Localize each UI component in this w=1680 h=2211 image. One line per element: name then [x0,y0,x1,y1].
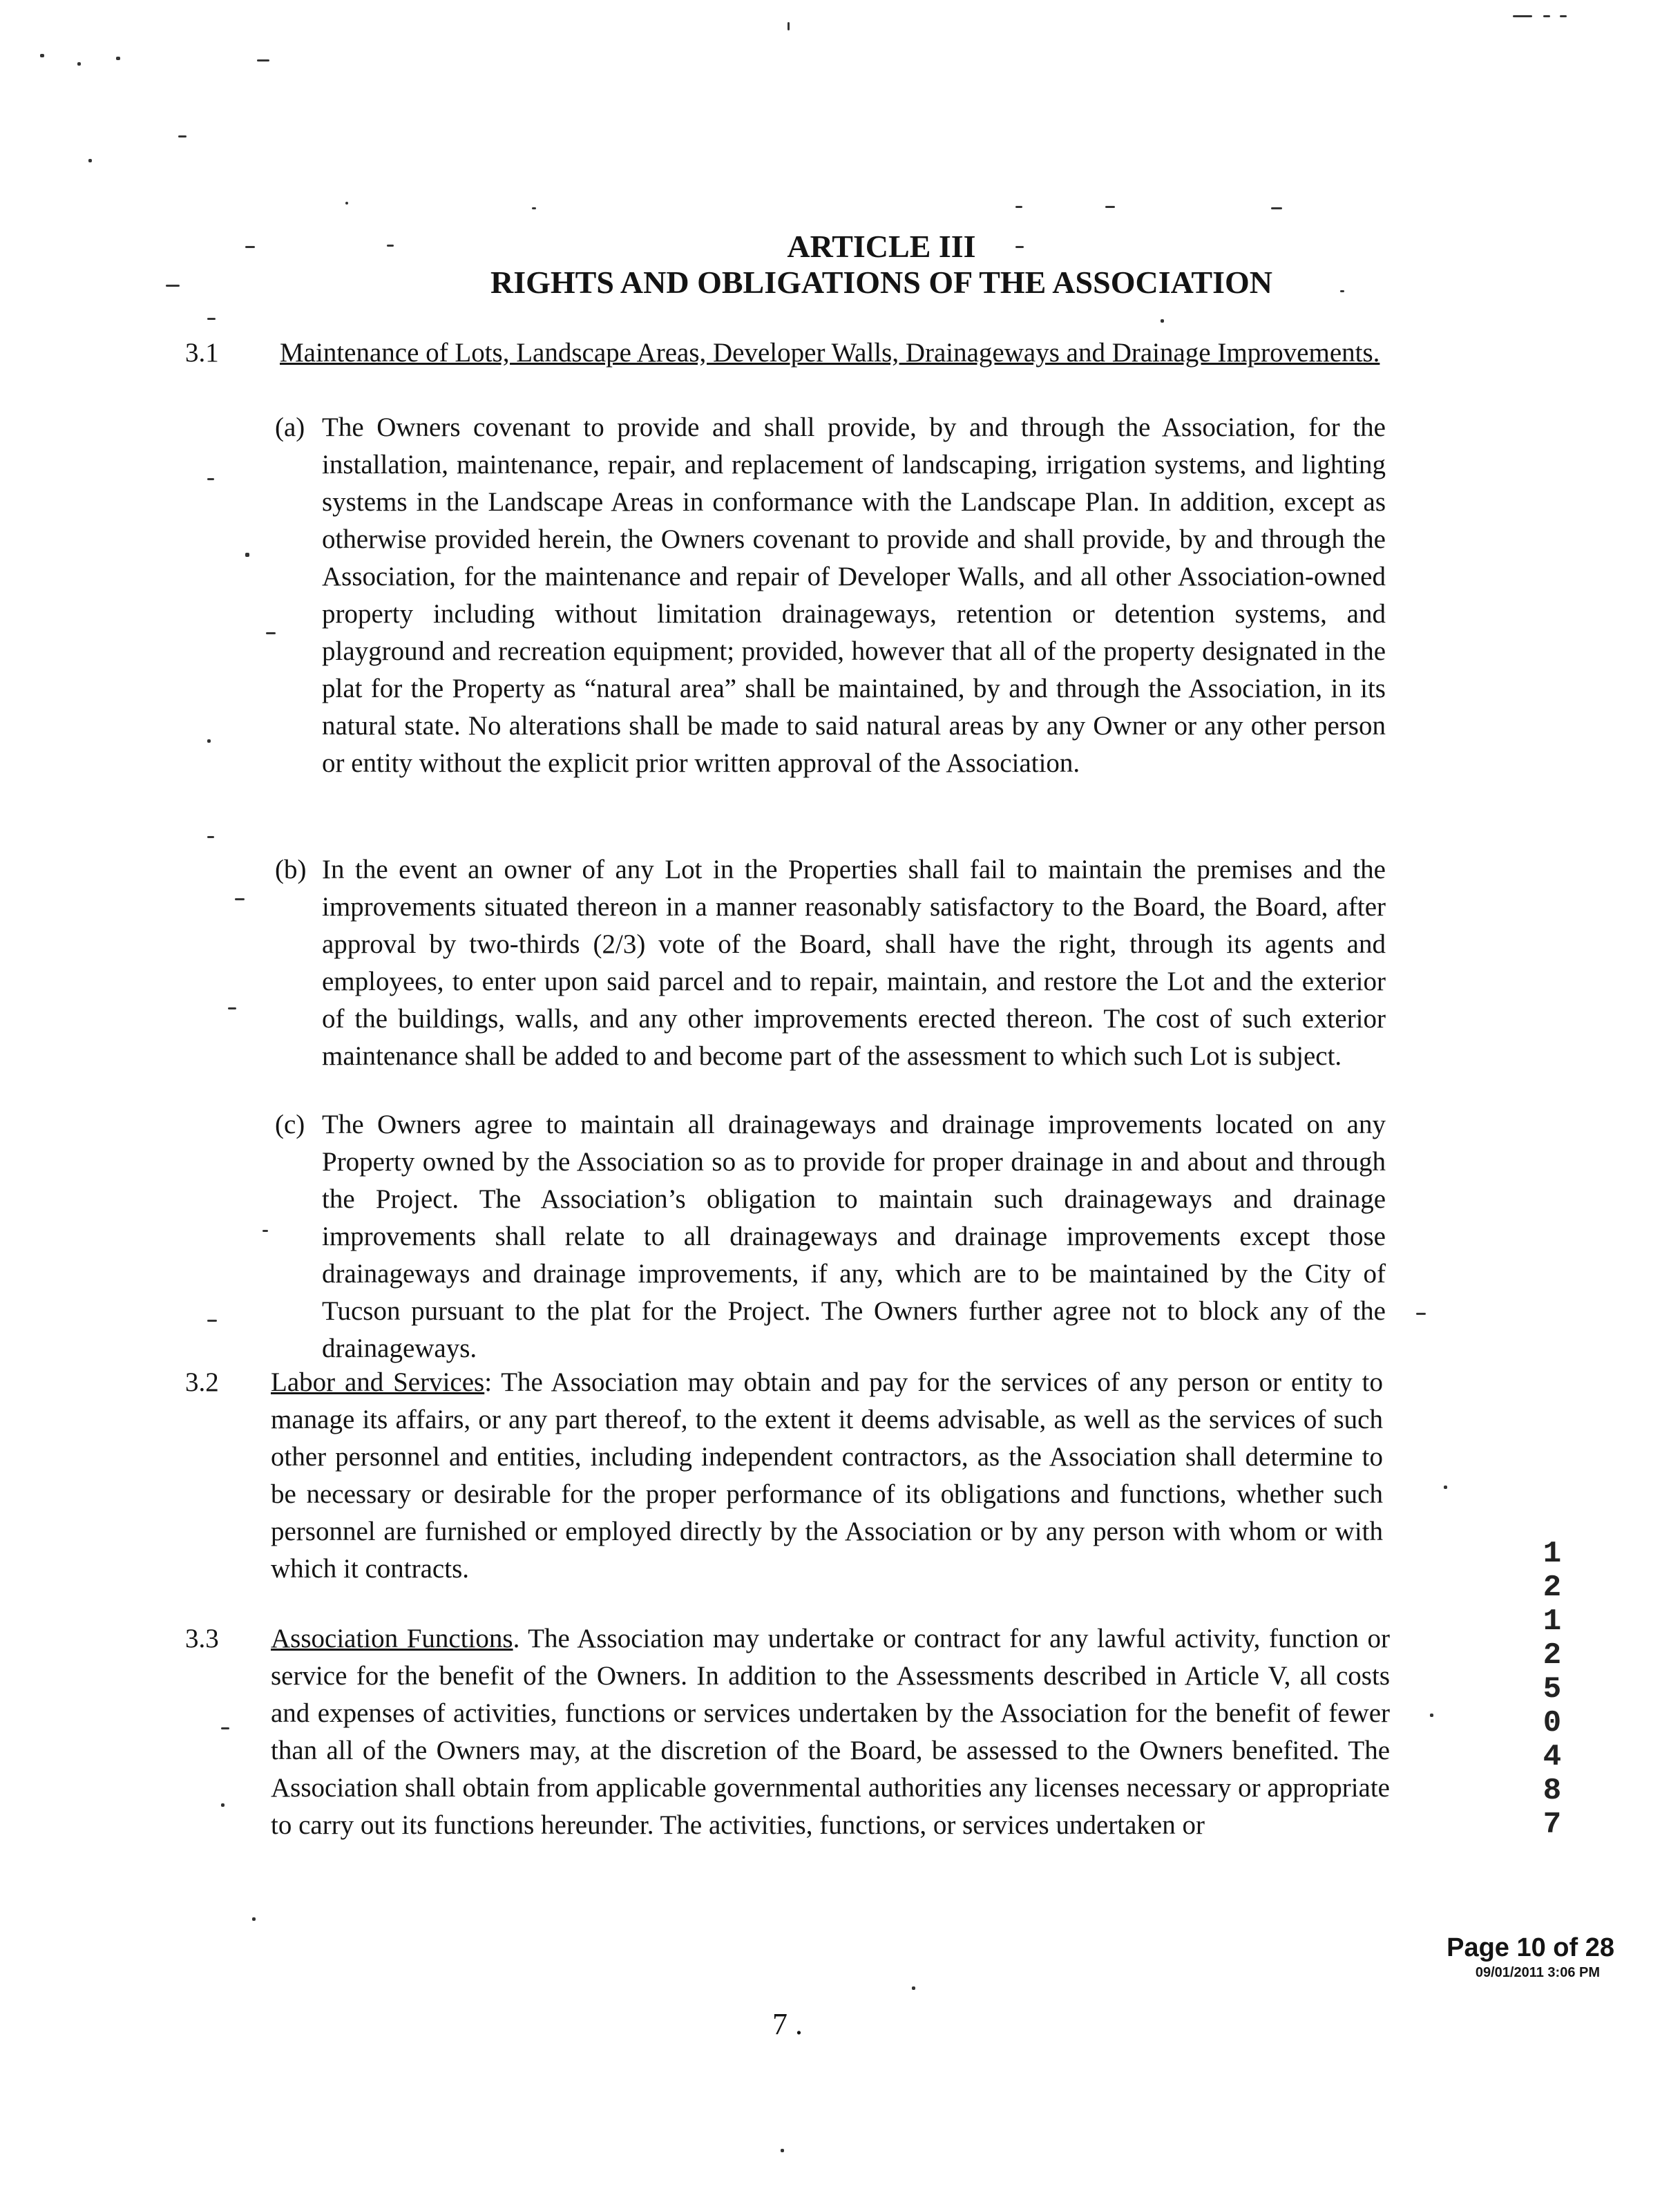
scan-speck [912,1986,915,1990]
scan-speck [178,135,187,137]
section-3-2-number: 3.2 [185,1367,219,1397]
article-subtitle: RIGHTS AND OBLIGATIONS OF THE ASSOCIATION [490,265,1272,300]
scan-speck [781,2149,784,2152]
scan-speck [207,739,211,743]
scan-speck [1161,319,1164,323]
print-timestamp: 09/01/2011 3:06 PM [1475,1965,1600,1980]
scan-speck [1105,206,1115,208]
section-3-2-body: : The Association may obtain and pay for the services of any person or entity to manage its affairs, or any part thereof, to the extent it deems advisable, as well as the services of such other personnel and entities, including independent contractors, as the Association shall determine to be necessary or desirable for the proper performance of its obligations and functions, whether such personnel are furnished or employed directly by the Association or by any person with whom or with which it contracts. [271,1367,1383,1584]
scan-speck [221,1803,225,1807]
scan-speck [245,553,249,557]
scan-speck [207,478,214,480]
scan-speck [532,207,536,209]
scan-speck [1416,1313,1426,1315]
paragraph-a-label: (a) [275,412,305,442]
scan-speck [788,22,790,30]
page-number: 7 . [772,2007,803,2041]
paragraph-c-text: The Owners agree to maintain all drainageways and drainage improvements located on any Property owned by the Association so as to provide for proper drainage in and about and through the Project. The Association’s obligation to maintain such drainageways and drainage improvements shall relate to all drainageways and drainage improvements except those drainageways and drainage improvements, if any, which are to be maintained by the City of Tucson pursuant to the plat for the Project. The Owners further agree not to block any of the drainageways. [322,1110,1386,1363]
scan-speck [266,632,276,634]
recording-number: 12125 0487 [1543,1537,1562,1842]
scan-speck [1543,15,1550,17]
paragraph-b-label: (b) [275,855,307,884]
section-3-3-number: 3.3 [185,1624,219,1653]
scan-speck [207,318,216,320]
scan-speck [77,62,81,66]
scan-speck [207,1320,217,1322]
paragraph-b-text: In the event an owner of any Lot in the Properties shall fail to maintain the premises and the improvements situated thereon in a manner reasonably satisfactory to the Board, the Board, after approval by two-thirds (2/3) vote of the Board, shall have the right, through its agents and employees, to enter upon said parcel and to repair, maintain, and restore the Lot and the exterior of the buildings, walls, and any other improvements erected thereon. The cost of such exterior maintenance shall be added to and become part of the assessment to which such Lot is subject. [322,855,1386,1071]
section-3-3-body: . The Association may undertake or contract for any lawful activity, function or service for the benefit of the Owners. In addition to the Assessments described in Article V, all costs and expenses of activities, functions or services undertaken by the Association for the benefit of fewer than all of the Owners may, at the discretion of the Board, be assessed to the Owners benefited. The Association shall obtain from applicable governmental authorities any licenses necessary or appropriate to carry out its functions hereunder. The activities, functions, or services undertaken or [271,1624,1390,1840]
scan-speck [1271,207,1282,209]
scan-speck [262,1230,268,1232]
scan-speck [40,54,44,57]
scan-speck [252,1917,256,1921]
scan-speck [257,59,269,61]
paragraph-a-text: The Owners covenant to provide and shall provide, by and through the Association, for the installation, maintenance, repair, and replacement of landscaping, irrigation systems, and lighting systems in the Landscape Areas in conformance with the Landscape Plan. In addition, except as otherwise provided herein, the Owners covenant to provide and shall provide, by and through the Association, for the maintenance and repair of Developer Walls, and all other Association-owned property including without limitation drainageways, retention or detention systems, and playground and recreation equipment; provided, however that all of the property designated in the plat for the Property as “natural area” shall be maintained, by and through the Association, in its natural state. No alterations shall be made to said natural areas by any Owner or any other person or entity without the explicit prior written approval of the Association. [322,412,1386,778]
scan-speck [1430,1714,1433,1717]
scan-speck [1513,15,1532,17]
section-3-2-paragraph [271,1364,1383,1588]
section-3-1-number: 3.1 [185,338,219,368]
section-3-3-paragraph [271,1620,1390,1844]
section-3-2-heading: Labor and Services [271,1367,485,1397]
page-count-label: Page 10 of 28 [1447,1933,1614,1962]
paragraph-c-label: (c) [275,1110,305,1139]
scan-speck [116,57,120,60]
scan-speck [235,898,245,900]
scan-speck [88,159,92,162]
scan-speck [1444,1486,1447,1489]
scan-speck [228,1007,236,1009]
scan-speck [1560,15,1567,17]
section-3-3-heading: Association Functions [271,1624,513,1653]
scan-speck [207,836,214,838]
scan-speck [345,202,348,205]
article-title: ARTICLE III [787,229,976,264]
scan-speck [1015,206,1022,208]
scan-speck [221,1727,229,1729]
section-3-1-heading: Maintenance of Lots, Landscape Areas, Developer Walls, Drainageways and Drainage Improvements. [280,338,1380,368]
